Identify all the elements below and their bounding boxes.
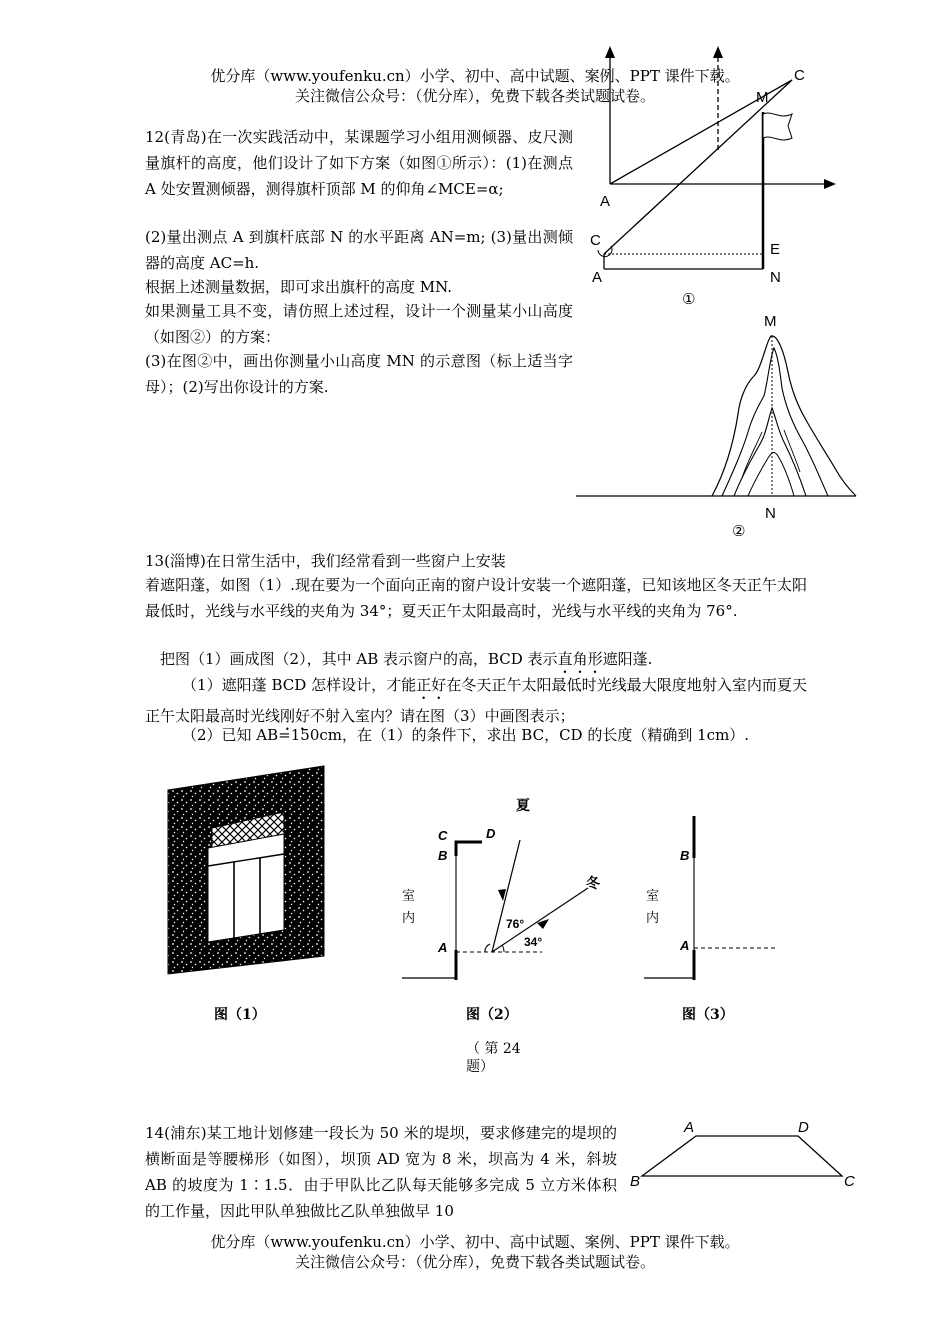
q13-figure-3 xyxy=(636,790,786,990)
q13-paragraph-1: 13(淄博)在日常生活中，我们经常看到一些窗户上安装 xyxy=(145,552,506,570)
q13-figure-2 xyxy=(392,790,622,990)
label-b: B xyxy=(680,848,690,863)
header-line-2: 关注微信公众号：（优分库），免费下载各类试题试卷。 xyxy=(294,87,655,105)
q13-paragraph-5: （2）已知 AB=150cm，在（1）的条件下，求出 BC，CD 的长度（精确到 1cm）. xyxy=(182,726,750,744)
label-m: M xyxy=(764,313,777,330)
q14-paragraph-1: 14(浦东)某工地计划修建一段长为 50 米的堤坝，要求修建完的堤坝的横断面是等腰梯形（如图），坝顶 AD 宽为 8 米，坝高为 4 米，斜坡 AB 的坡度为 1∶1.5．由于甲队比乙队每天能够多完成 5 立方米体积的工作量，因此甲队单独做比乙队单独做早 10 xyxy=(145,1124,617,1220)
label-a: A xyxy=(592,269,603,286)
flag-icon xyxy=(763,113,792,140)
label-a-top: A xyxy=(600,193,611,210)
question-number-note-1: （ 第 24 xyxy=(466,1041,521,1057)
trapezoid-abcd xyxy=(642,1136,842,1176)
awning-bcd xyxy=(456,842,482,856)
question-number-note-2: 题） xyxy=(466,1059,494,1075)
label-d: D xyxy=(486,826,496,841)
q12-figure-2 xyxy=(572,310,862,545)
q13-paragraph-2: 着遮阳蓬，如图（1）.现在要为一个面向正南的窗户设计安装一个遮阳蓬，已知该地区冬天正午太阳最低时，光线与水平线的夹角为 34°；夏天正午太阳最高时，光线与水平线的夹角为 76°. xyxy=(145,576,807,620)
label-c: C xyxy=(590,232,601,249)
label-a: A xyxy=(684,1119,695,1136)
label-summer: 夏 xyxy=(516,797,530,813)
figure-caption: ① xyxy=(682,291,696,308)
label-d: D xyxy=(798,1119,809,1136)
label-winter: 冬 xyxy=(586,875,600,891)
label-n: N xyxy=(770,269,781,286)
label-angle-76: 76° xyxy=(506,917,525,931)
footer-line-1: 优分库（www.youfenku.cn）小学、初中、高中试题、案例、PPT 课件下载。 xyxy=(210,1233,740,1251)
arrow-up-icon xyxy=(713,46,723,58)
q12-paragraph-3: 根据上述测量数据，即可求出旗杆的高度 MN. xyxy=(145,278,453,296)
mountain-contour-3 xyxy=(748,452,794,496)
q12-paragraph-1: 12(青岛)在一次实践活动中，某课题学习小组用测倾器、皮尺测量旗杆的高度，他们设计了如下方案（如图①所示）：(1)在测点 A 处安置测倾器，测得旗杆顶部 M 的仰角∠MCE=α; xyxy=(145,128,573,198)
label-a: A xyxy=(680,938,690,953)
label-indoor-1: 室 xyxy=(402,888,416,903)
label-indoor-2: 内 xyxy=(646,910,660,925)
label-c: C xyxy=(844,1173,855,1190)
figure-1-caption: 图（1） xyxy=(214,1007,266,1023)
arrow-right-icon xyxy=(824,179,836,189)
label-a: A xyxy=(438,940,448,955)
q12-paragraph-2: (2)量出测点 A 到旗杆底部 N 的水平距离 AN=m; (3)量出测倾器的高度 AC=h. xyxy=(145,228,573,272)
figure-2-caption: 图（2） xyxy=(466,1007,518,1023)
label-b: B xyxy=(630,1173,641,1190)
mountain-contour-2 xyxy=(734,408,806,496)
mountain-contour-1 xyxy=(722,348,828,496)
label-b: B xyxy=(438,848,448,863)
q13-figure-1-window xyxy=(162,762,332,982)
q12-figure-1 xyxy=(580,40,850,310)
label-indoor-2: 内 xyxy=(402,910,416,925)
arrow-up-icon xyxy=(605,46,615,58)
header-line-1: 优分库（www.youfenku.cn）小学、初中、高中试题、案例、PPT 课件下载。 xyxy=(210,67,740,85)
label-e: E xyxy=(770,241,781,258)
label-n: N xyxy=(765,505,776,522)
angle-arc-76 xyxy=(485,944,490,952)
q13-paragraph-3: 把图（1）画成图（2），其中 AB 表示窗户的高，BCD 表示直角形遮阳蓬. xyxy=(160,650,653,668)
angle-arc-34 xyxy=(502,945,504,952)
q12-paragraph-5: (3)在图②中，画出你测量小山高度 MN 的示意图（标上适当字母）；(2)写出你设计的方案. xyxy=(145,352,573,396)
label-indoor-1: 室 xyxy=(646,888,660,903)
label-angle-34: 34° xyxy=(524,935,543,949)
figure-caption: ② xyxy=(732,523,746,540)
window-frame xyxy=(208,834,284,942)
q14-trapezoid-figure xyxy=(626,1114,866,1194)
label-m: M xyxy=(756,89,769,106)
footer-line-2: 关注微信公众号：（优分库），免费下载各类试题试卷。 xyxy=(294,1253,655,1271)
mountain-outline-outer xyxy=(712,336,856,496)
figure-3-caption: 图（3） xyxy=(682,1007,734,1023)
q12-paragraph-4: 如果测量工具不变，请仿照上述过程，设计一个测量某小山高度（如图②）的方案： xyxy=(145,302,573,346)
summer-ray xyxy=(492,840,520,952)
label-c: C xyxy=(438,828,448,843)
q13-paragraph-4: （1）遮阳蓬 BCD 怎样设计，才能正好在冬天正午太阳最低时光线最大限度地射入室内而夏天正午太阳最高时光线刚好不射入室内？请在图（3）中画图表示； xyxy=(145,676,807,725)
label-c-top: C xyxy=(794,67,805,84)
